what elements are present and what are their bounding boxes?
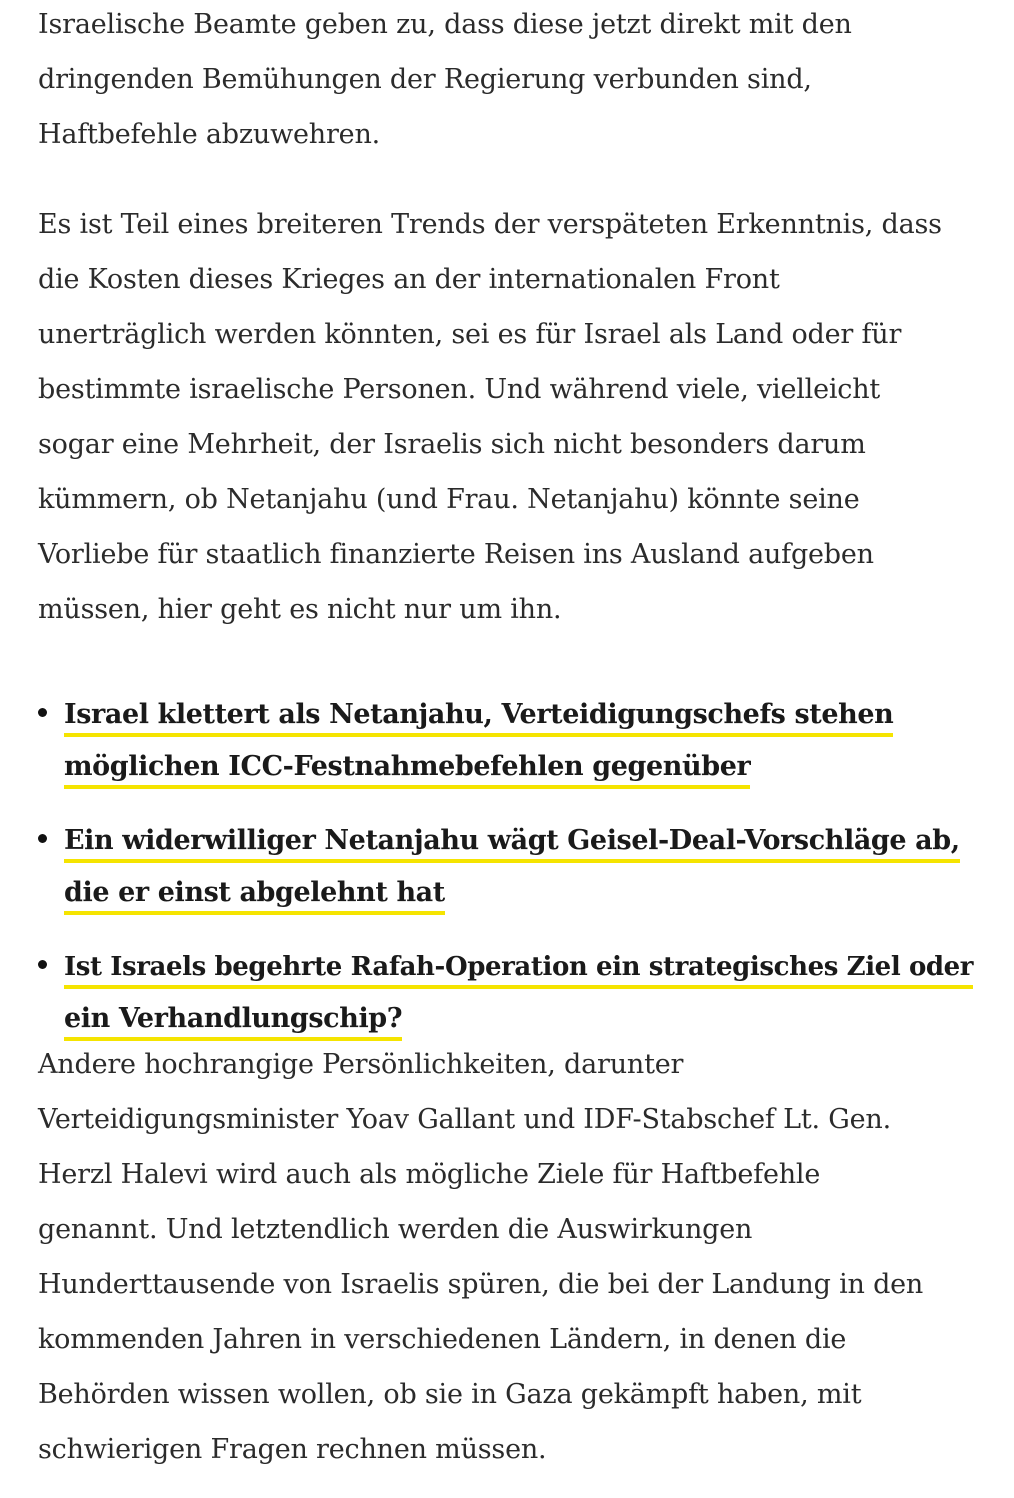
link-line: Ein widerwilliger Netanjahu wägt Geisel-Deal-Vorschläge ab,: [64, 823, 960, 863]
related-article-link[interactable]: [64, 819, 988, 923]
paragraph: [38, 197, 942, 637]
bullet-icon: [38, 834, 47, 843]
link-line: möglichen ICC-Festnahmebefehlen gegenüber: [64, 749, 750, 789]
link-line: die er einst abgelehnt hat: [64, 875, 445, 915]
bullet-icon: [38, 708, 47, 717]
text-line: dringenden Bemühungen der Regierung verbunden sind,: [38, 64, 812, 95]
related-article-link[interactable]: [64, 693, 988, 797]
text-line: die Kosten dieses Krieges an der internationalen Front: [38, 264, 780, 295]
text-line: genannt. Und letztendlich werden die Auswirkungen: [38, 1214, 753, 1245]
text-line: Hunderttausende von Israelis spüren, die bei der Landung in den: [38, 1269, 924, 1300]
list-item: [38, 819, 988, 923]
list-item: [38, 945, 988, 1049]
link-line: Ist Israels begehrte Rafah-Operation ein strategisches Ziel oder: [64, 949, 973, 989]
text-line: Haftbefehle abzuwehren.: [38, 119, 381, 150]
related-articles-list: [38, 693, 988, 1071]
link-line: Israel klettert als Netanjahu, Verteidigungschefs stehen: [64, 697, 893, 737]
related-article-link[interactable]: [64, 945, 988, 1049]
text-line: sogar eine Mehrheit, der Israelis sich nicht besonders darum: [38, 429, 866, 460]
text-line: kümmern, ob Netanjahu (und Frau. Netanjahu) könnte seine: [38, 484, 860, 515]
text-line: Verteidigungsminister Yoav Gallant und IDF-Stabschef Lt. Gen.: [38, 1104, 891, 1135]
text-line: kommenden Jahren in verschiedenen Ländern, in denen die: [38, 1324, 847, 1355]
text-line: bestimmte israelische Personen. Und während viele, vielleicht: [38, 374, 881, 405]
text-line: Andere hochrangige Persönlichkeiten, darunter: [38, 1049, 684, 1080]
text-line: Vorliebe für staatlich finanzierte Reisen ins Ausland aufgeben: [38, 539, 874, 570]
link-line: ein Verhandlungschip?: [64, 1001, 402, 1041]
text-line: unerträglich werden könnten, sei es für Israel als Land oder für: [38, 319, 902, 350]
text-line: Israelische Beamte geben zu, dass diese jetzt direkt mit den: [38, 9, 852, 40]
text-line: Behörden wissen wollen, ob sie in Gaza gekämpft haben, mit: [38, 1379, 862, 1410]
bullet-icon: [38, 960, 47, 969]
list-item: [38, 693, 988, 797]
text-line: Es ist Teil eines breiteren Trends der verspäteten Erkenntnis, dass: [38, 209, 942, 240]
paragraph: [38, 1037, 923, 1477]
text-line: schwierigen Fragen rechnen müssen.: [38, 1434, 547, 1465]
paragraph: [38, 0, 852, 162]
text-line: Herzl Halevi wird auch als mögliche Ziele für Haftbefehle: [38, 1159, 821, 1190]
text-line: müssen, hier geht es nicht nur um ihn.: [38, 594, 562, 625]
